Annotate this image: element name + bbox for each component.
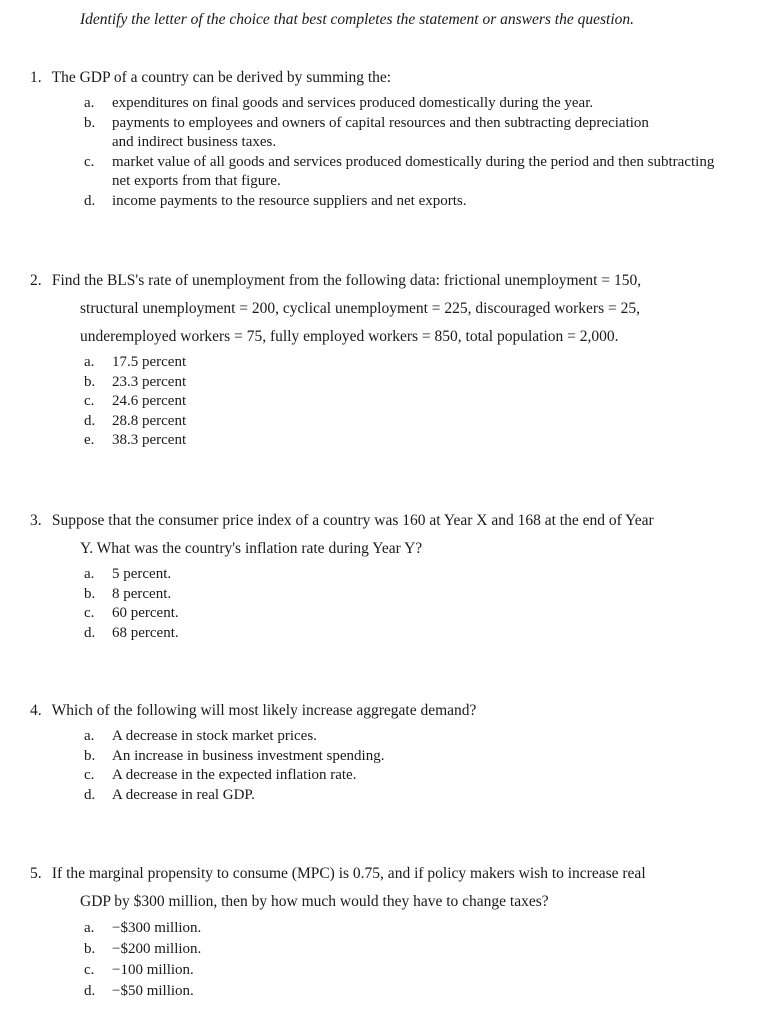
choice-c[interactable]: [30, 960, 730, 981]
stem-line: 1. The GDP of a country can be derived by summing the:: [30, 66, 730, 90]
choice-text: −$50 million.: [112, 983, 194, 999]
choice-letter: a.: [84, 728, 95, 744]
choice-letter: b.: [84, 373, 96, 390]
choice-d[interactable]: [30, 786, 730, 806]
choice-a[interactable]: [30, 565, 730, 585]
choice-text: 8 percent.: [112, 585, 172, 602]
choice-letter: d.: [84, 786, 96, 803]
choice-text: A decrease in the expected inflation rate.: [112, 767, 357, 783]
choice-c[interactable]: [30, 153, 730, 192]
stem-line: 4. Which of the following will most likely increase aggregate demand?: [30, 699, 730, 723]
choice-text: 60 percent.: [112, 605, 179, 621]
question-1: [30, 66, 730, 211]
choice-letter: d.: [84, 983, 96, 999]
stem-line: GDP by $300 million, then by how much would they have to change taxes?: [80, 893, 549, 910]
choice-b[interactable]: [30, 939, 730, 960]
choice-list: [30, 727, 730, 805]
choice-letter: c.: [84, 605, 95, 621]
choice-text: 28.8 percent: [112, 412, 187, 429]
choice-letter: d.: [84, 192, 96, 209]
stem-line: structural unemployment = 200, cyclical unemployment = 225, discouraged workers = 25,: [80, 300, 640, 317]
choice-text: 24.6 percent: [112, 393, 187, 409]
choice-letter: d.: [84, 624, 96, 641]
question-stem: [30, 267, 730, 351]
choice-letter: d.: [84, 412, 96, 429]
stem-line: 5. If the marginal propensity to consume (MPC) is 0.75, and if policy makers wish to increase real: [30, 860, 730, 888]
stem-line: 3. Suppose that the consumer price index of a country was 160 at Year X and 168 at the end of Year: [30, 507, 730, 535]
choice-letter: a.: [84, 95, 95, 111]
choice-list: [30, 918, 730, 1002]
choice-a[interactable]: [30, 918, 730, 939]
choice-a[interactable]: [30, 94, 730, 114]
choice-text: expenditures on final goods and services produced domestically during the year.: [112, 95, 594, 111]
choice-text: 38.3 percent: [112, 432, 187, 448]
choice-text: payments to employees and owners of capital resources and then subtracting depreciation and indirect business taxes.: [112, 114, 649, 150]
choice-text: market value of all goods and services produced domestically during the period and then subtracting net exports from that figure.: [112, 153, 715, 189]
question-stem: [30, 66, 730, 90]
question-number: 1.: [30, 69, 42, 86]
question-3: [30, 507, 730, 643]
choice-letter: a.: [84, 566, 95, 582]
choice-text: 5 percent.: [112, 566, 172, 582]
question-stem: [30, 860, 730, 916]
choice-e[interactable]: [30, 431, 730, 451]
choice-b[interactable]: [30, 114, 730, 153]
choice-d[interactable]: [30, 981, 730, 1002]
question-number: 4.: [30, 702, 42, 719]
question-5: [30, 860, 730, 1002]
choice-letter: b.: [84, 114, 96, 131]
question-number: 3.: [30, 512, 42, 529]
choice-letter: a.: [84, 354, 95, 370]
choice-list: [30, 94, 730, 211]
stem-line: Y. What was the country's inflation rate during Year Y?: [80, 540, 423, 557]
choice-d[interactable]: [30, 412, 730, 432]
choice-d[interactable]: [30, 624, 730, 644]
choice-list: [30, 353, 730, 451]
question-number: 5.: [30, 865, 42, 882]
question-4: [30, 699, 730, 805]
choice-list: [30, 565, 730, 643]
choice-letter: c.: [84, 393, 95, 409]
choice-letter: c.: [84, 962, 95, 978]
choice-letter: b.: [84, 585, 96, 602]
choice-letter: e.: [84, 432, 95, 448]
choice-text: A decrease in stock market prices.: [112, 728, 317, 744]
choice-a[interactable]: [30, 727, 730, 747]
choice-letter: b.: [84, 941, 96, 957]
question-stem: [30, 507, 730, 563]
choice-letter: c.: [84, 153, 95, 170]
choice-text: 23.3 percent: [112, 373, 187, 390]
question-number: 2.: [30, 272, 42, 289]
choice-c[interactable]: [30, 604, 730, 624]
choice-text: −$300 million.: [112, 920, 202, 936]
choice-text: −100 million.: [112, 962, 194, 978]
choice-b[interactable]: [30, 373, 730, 393]
choice-text: 17.5 percent: [112, 354, 187, 370]
choice-text: 68 percent.: [112, 624, 179, 641]
choice-text: income payments to the resource suppliers and net exports.: [112, 192, 467, 209]
question-2: [30, 267, 730, 451]
choice-c[interactable]: [30, 392, 730, 412]
choice-a[interactable]: [30, 353, 730, 373]
question-stem: [30, 699, 730, 723]
choice-d[interactable]: [30, 192, 730, 212]
choice-letter: a.: [84, 920, 95, 936]
stem-line: 2. Find the BLS's rate of unemployment from the following data: frictional unemployment = 150,: [30, 267, 730, 295]
choice-text: −$200 million.: [112, 941, 202, 957]
choice-text: An increase in business investment spending.: [112, 747, 385, 764]
choice-b[interactable]: [30, 747, 730, 767]
stem-line: underemployed workers = 75, fully employed workers = 850, total population = 2,000.: [80, 328, 619, 345]
choice-text: A decrease in real GDP.: [112, 786, 255, 803]
instructions: Identify the letter of the choice that best completes the statement or answers the question.: [80, 11, 635, 28]
choice-letter: c.: [84, 767, 95, 783]
choice-c[interactable]: [30, 766, 730, 786]
choice-b[interactable]: [30, 585, 730, 605]
choice-letter: b.: [84, 747, 96, 764]
